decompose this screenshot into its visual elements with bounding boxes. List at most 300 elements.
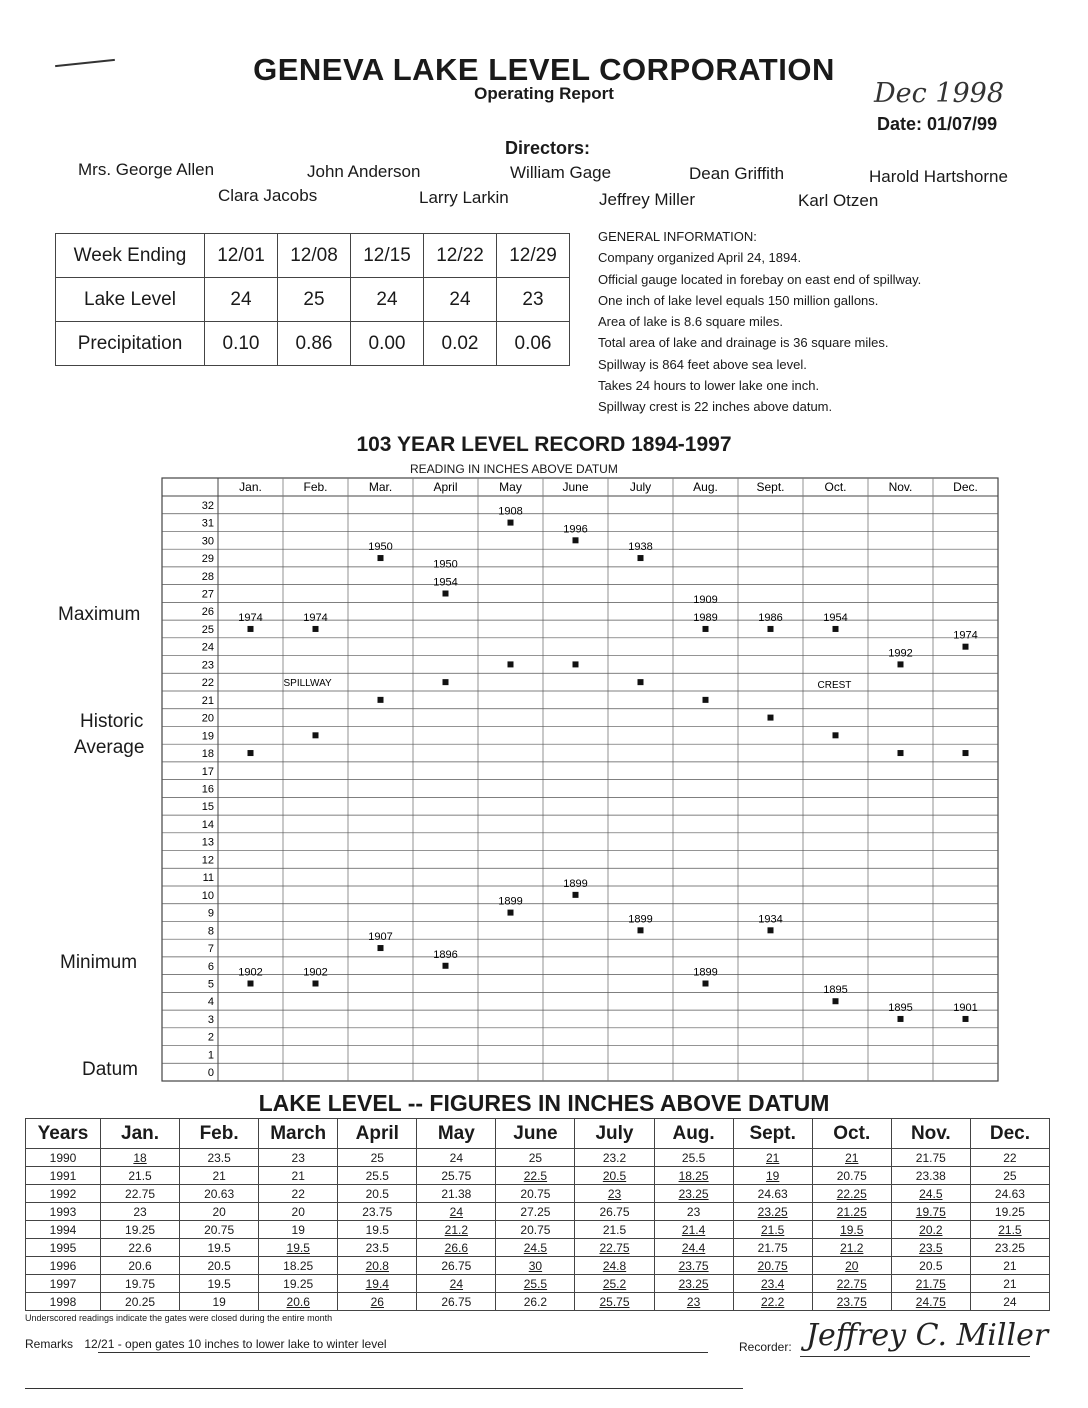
precip-cell: 0.00	[351, 322, 424, 366]
level-cell: 21	[812, 1149, 891, 1167]
level-cell: 21.5	[575, 1221, 654, 1239]
side-label-average: Average	[74, 737, 145, 758]
year-cell: 1991	[26, 1167, 101, 1185]
y-tick-label: 5	[207, 978, 214, 991]
level-cell: 22.75	[812, 1275, 891, 1293]
level-cell: 24	[970, 1293, 1049, 1311]
y-tick-label: 22	[201, 677, 214, 690]
precip-cell: 0.86	[278, 322, 351, 366]
y-tick-label: 7	[207, 943, 214, 956]
level-cell: 25.2	[575, 1275, 654, 1293]
level-cell: 23.75	[812, 1293, 891, 1311]
year-label: 1934	[758, 913, 783, 926]
level-cell: 21.2	[812, 1239, 891, 1257]
level-cell: 25.75	[417, 1167, 496, 1185]
table-row	[26, 1239, 1050, 1257]
data-point-maximum	[248, 626, 254, 632]
level-cell: 20.2	[891, 1221, 970, 1239]
precip-cell: 0.02	[424, 322, 497, 366]
year-cell: 1994	[26, 1221, 101, 1239]
data-point-historic-average	[508, 661, 514, 667]
year-label: 1899	[628, 913, 653, 926]
bottom-rule	[25, 1388, 743, 1389]
level-cell: 21	[259, 1167, 338, 1185]
level-cell: 23	[654, 1203, 733, 1221]
data-point-historic-average	[443, 679, 449, 685]
month-label: Dec.	[953, 480, 978, 494]
y-tick-label: 11	[202, 872, 214, 885]
level-cell: 19.4	[338, 1275, 417, 1293]
year-label: 1950	[368, 541, 393, 554]
level-cell: 30	[496, 1257, 575, 1275]
week-cell: 12/29	[497, 234, 570, 278]
data-point-maximum	[638, 555, 644, 561]
spillway-annotation: SPILLWAY	[283, 678, 332, 690]
level-cell: 23.5	[338, 1239, 417, 1257]
level-cell: 19.5	[259, 1239, 338, 1257]
month-label: May	[499, 480, 522, 494]
level-cell: 24.8	[575, 1257, 654, 1275]
side-label-minimum: Minimum	[60, 952, 138, 973]
level-cell: 21.75	[733, 1239, 812, 1257]
month-header: Oct.	[812, 1119, 891, 1149]
y-tick-label: 6	[207, 960, 214, 973]
level-cell: 19.5	[338, 1221, 417, 1239]
data-point-maximum	[703, 626, 709, 632]
data-point-minimum	[378, 945, 384, 951]
year-label: 1902	[238, 966, 263, 979]
month-label: July	[629, 480, 652, 494]
level-cell: 23.75	[338, 1203, 417, 1221]
month-header: Feb.	[180, 1119, 259, 1149]
table-row	[26, 1167, 1050, 1185]
y-tick-label: 31	[201, 517, 214, 530]
y-tick-label: 1	[207, 1049, 214, 1062]
table-row	[26, 1203, 1050, 1221]
y-tick-label: 23	[201, 659, 214, 672]
general-info-heading: GENERAL INFORMATION:	[598, 229, 757, 244]
side-label-maximum: Maximum	[58, 604, 141, 625]
data-point-maximum	[833, 626, 839, 632]
month-header: May	[417, 1119, 496, 1149]
level-cell: 23	[497, 278, 570, 322]
y-tick-label: 18	[201, 748, 214, 761]
year-label: 1974	[303, 611, 328, 624]
level-cell: 24.5	[496, 1239, 575, 1257]
year-label: 1895	[888, 1001, 913, 1014]
level-cell: 19.5	[812, 1221, 891, 1239]
year-label: 1954	[823, 611, 848, 624]
data-point-historic-average	[313, 732, 319, 738]
level-cell: 20.75	[496, 1221, 575, 1239]
level-cell: 26.75	[417, 1293, 496, 1311]
y-tick-label: 8	[207, 925, 214, 938]
level-cell: 20.5	[575, 1167, 654, 1185]
level-cell: 19.5	[180, 1239, 259, 1257]
remarks	[25, 1337, 387, 1351]
remarks-underline	[98, 1352, 708, 1353]
level-cell: 23	[654, 1293, 733, 1311]
precip-cell: 0.10	[205, 322, 278, 366]
level-cell: 24	[424, 278, 497, 322]
lake-level-table	[25, 1118, 1050, 1311]
year-cell: 1992	[26, 1185, 101, 1203]
level-cell: 21.2	[417, 1221, 496, 1239]
level-cell: 20.5	[180, 1257, 259, 1275]
table-row	[26, 1275, 1050, 1293]
y-tick-label: 19	[201, 730, 214, 743]
level-cell: 25.5	[654, 1149, 733, 1167]
y-tick-label: 17	[201, 765, 214, 778]
level-cell: 20.25	[101, 1293, 180, 1311]
data-point-minimum	[898, 1016, 904, 1022]
level-cell: 23.2	[575, 1149, 654, 1167]
month-label: Sept.	[756, 480, 785, 494]
level-cell: 18.25	[259, 1257, 338, 1275]
level-cell: 20.5	[891, 1257, 970, 1275]
year-label: 1996	[563, 523, 588, 536]
level-cell: 24.75	[891, 1293, 970, 1311]
y-tick-label: 21	[201, 694, 214, 707]
year-cell: 1990	[26, 1149, 101, 1167]
director-name: Jeffrey Miller	[599, 190, 696, 209]
year-cell: 1993	[26, 1203, 101, 1221]
level-cell: 21	[733, 1149, 812, 1167]
week-cell: 12/01	[205, 234, 278, 278]
level-cell: 20.6	[259, 1293, 338, 1311]
recorder-signature: Jeffrey C. Miller	[806, 1318, 1049, 1353]
level-cell: 25	[338, 1149, 417, 1167]
data-point-maximum	[508, 520, 514, 526]
data-point-historic-average	[573, 661, 579, 667]
y-tick-label: 29	[201, 553, 214, 566]
data-point-minimum	[508, 910, 514, 916]
data-point-historic-average	[898, 750, 904, 756]
data-point-maximum	[898, 661, 904, 667]
year-label: 1899	[498, 895, 523, 908]
level-cell: 20.75	[180, 1221, 259, 1239]
level-cell: 21.75	[891, 1149, 970, 1167]
level-cell: 26.75	[575, 1203, 654, 1221]
data-point-historic-average	[638, 679, 644, 685]
month-label: April	[433, 480, 458, 494]
level-cell: 21.75	[891, 1275, 970, 1293]
level-cell: 24	[205, 278, 278, 322]
director-name: Larry Larkin	[419, 188, 509, 207]
data-point-minimum	[963, 1016, 969, 1022]
table-row	[26, 1221, 1050, 1239]
week-cell: 12/22	[424, 234, 497, 278]
level-cell: 19.75	[101, 1275, 180, 1293]
year-cell: 1995	[26, 1239, 101, 1257]
crest-annotation: CREST	[817, 679, 852, 691]
director-name: Clara Jacobs	[218, 186, 318, 205]
level-cell: 23.25	[970, 1239, 1049, 1257]
year-label: 1908	[498, 505, 523, 518]
y-tick-label: 4	[207, 996, 214, 1009]
level-cell: 21.5	[970, 1221, 1049, 1239]
data-point-minimum	[313, 981, 319, 987]
level-cell: 20.75	[496, 1185, 575, 1203]
month-label: Oct.	[824, 480, 847, 494]
level-cell: 25.5	[338, 1167, 417, 1185]
month-label: Nov.	[888, 480, 913, 494]
table-row	[26, 1293, 1050, 1311]
level-cell: 24	[351, 278, 424, 322]
level-cell: 23.75	[654, 1257, 733, 1275]
data-point-maximum	[768, 626, 774, 632]
level-cell: 19.75	[891, 1203, 970, 1221]
year-label: 1992	[888, 647, 913, 660]
level-cell: 22.75	[575, 1239, 654, 1257]
remarks-label: Remarks	[25, 1337, 74, 1351]
y-tick-label: 27	[201, 588, 214, 601]
data-point-maximum	[313, 626, 319, 632]
data-point-minimum	[248, 981, 254, 987]
level-cell: 25.75	[575, 1293, 654, 1311]
year-label: 1974	[953, 629, 978, 642]
level-cell: 26.6	[417, 1239, 496, 1257]
level-cell: 25	[970, 1167, 1049, 1185]
row-label: Precipitation	[56, 322, 205, 366]
level-cell: 24	[417, 1203, 496, 1221]
data-point-historic-average	[963, 750, 969, 756]
year-label: 1899	[693, 966, 718, 979]
month-header: Nov.	[891, 1119, 970, 1149]
general-info-line: Official gauge located in forebay on east end of spillway.	[598, 271, 922, 287]
level-cell: 23.25	[654, 1185, 733, 1203]
level-cell: 23.5	[180, 1149, 259, 1167]
level-cell: 18	[101, 1149, 180, 1167]
level-cell: 20.75	[733, 1257, 812, 1275]
level-cell: 20.8	[338, 1257, 417, 1275]
level-cell: 18.25	[654, 1167, 733, 1185]
month-header: June	[496, 1119, 575, 1149]
level-cell: 19	[259, 1221, 338, 1239]
level-cell: 21.25	[812, 1203, 891, 1221]
data-point-minimum	[638, 927, 644, 933]
data-point-historic-average	[378, 697, 384, 703]
level-cell: 21.5	[101, 1167, 180, 1185]
level-cell: 19.25	[101, 1221, 180, 1239]
y-tick-label: 12	[201, 854, 214, 867]
lake-table-header-row	[26, 1119, 1050, 1149]
data-point-maximum	[378, 555, 384, 561]
year-label: 1974	[238, 611, 263, 624]
year-label: 1950	[433, 558, 458, 571]
general-info-line: Spillway crest is 22 inches above datum.	[598, 399, 833, 415]
year-label: 1895	[823, 984, 848, 997]
data-point-minimum	[833, 998, 839, 1004]
level-cell: 20	[812, 1257, 891, 1275]
data-point-historic-average	[703, 697, 709, 703]
week-cell: 12/15	[351, 234, 424, 278]
y-tick-label: 16	[201, 783, 214, 796]
level-cell: 26.75	[417, 1257, 496, 1275]
level-cell: 19	[733, 1167, 812, 1185]
y-tick-label: 14	[201, 818, 214, 831]
level-cell: 21.4	[654, 1221, 733, 1239]
y-tick-label: 26	[201, 606, 214, 619]
level-cell: 23.38	[891, 1167, 970, 1185]
data-point-maximum	[573, 537, 579, 543]
side-label-historic: Historic	[80, 711, 144, 732]
director-name: John Anderson	[307, 162, 421, 181]
level-cell: 20	[180, 1203, 259, 1221]
director-name: Harold Hartshorne	[869, 167, 1008, 186]
level-cell: 22.2	[733, 1293, 812, 1311]
director-name: Mrs. George Allen	[78, 160, 215, 179]
data-point-minimum	[768, 927, 774, 933]
month-label: Aug.	[693, 480, 718, 494]
month-label: June	[562, 480, 589, 494]
level-cell: 19	[180, 1293, 259, 1311]
month-header: March	[259, 1119, 338, 1149]
year-label: 1954	[433, 576, 458, 589]
table-row	[26, 1185, 1050, 1203]
data-point-maximum	[963, 644, 969, 650]
year-label: 1907	[368, 931, 393, 944]
general-info-line: Spillway is 864 feet above sea level.	[598, 356, 807, 372]
week-cell: 12/08	[278, 234, 351, 278]
y-tick-label: 0	[207, 1067, 214, 1080]
level-cell: 21.5	[733, 1221, 812, 1239]
month-header: Jan.	[101, 1119, 180, 1149]
years-header: Years	[26, 1119, 101, 1149]
level-cell: 19.25	[970, 1203, 1049, 1221]
y-tick-label: 25	[201, 623, 214, 636]
level-cell: 25.5	[496, 1275, 575, 1293]
level-cell: 23	[575, 1185, 654, 1203]
month-header: July	[575, 1119, 654, 1149]
level-cell: 20.5	[338, 1185, 417, 1203]
level-cell: 21	[180, 1167, 259, 1185]
director-name: Dean Griffith	[689, 164, 785, 183]
recorder-underline	[800, 1356, 1030, 1357]
level-cell: 23	[101, 1203, 180, 1221]
level-cell: 19.5	[180, 1275, 259, 1293]
data-point-historic-average	[833, 732, 839, 738]
level-cell: 24	[417, 1275, 496, 1293]
y-tick-label: 10	[201, 889, 214, 902]
row-label: Lake Level	[56, 278, 205, 322]
level-cell: 23	[259, 1149, 338, 1167]
year-label: 1938	[628, 541, 653, 554]
year-label: 1899	[563, 877, 588, 890]
data-point-maximum	[443, 591, 449, 597]
year-label: 1909	[693, 593, 718, 606]
year-cell: 1998	[26, 1293, 101, 1311]
level-cell: 21.38	[417, 1185, 496, 1203]
level-cell: 22.5	[496, 1167, 575, 1185]
table-row	[26, 1149, 1050, 1167]
month-label: Mar.	[368, 480, 393, 494]
level-cell: 19.25	[259, 1275, 338, 1293]
handwritten-date: Dec 1998	[874, 78, 1005, 109]
month-label: Jan.	[239, 480, 262, 494]
general-info-line: Total area of lake and drainage is 36 square miles.	[598, 335, 889, 351]
year-cell: 1996	[26, 1257, 101, 1275]
level-cell: 24.5	[891, 1185, 970, 1203]
y-tick-label: 32	[201, 499, 214, 512]
level-cell: 23.25	[654, 1275, 733, 1293]
chart-title: 103 YEAR LEVEL RECORD 1894-1997	[356, 433, 732, 456]
level-cell: 23.25	[733, 1203, 812, 1221]
precip-cell: 0.06	[497, 322, 570, 366]
data-point-minimum	[573, 892, 579, 898]
level-cell: 25	[496, 1149, 575, 1167]
lake-level-title: LAKE LEVEL -- FIGURES IN INCHES ABOVE DATUM	[258, 1090, 830, 1116]
level-cell: 20.6	[101, 1257, 180, 1275]
level-cell: 23.4	[733, 1275, 812, 1293]
data-point-minimum	[703, 981, 709, 987]
table-row	[26, 1257, 1050, 1275]
level-cell: 20.75	[812, 1167, 891, 1185]
month-header: Aug.	[654, 1119, 733, 1149]
data-point-minimum	[443, 963, 449, 969]
general-info-line: Company organized April 24, 1894.	[598, 250, 802, 266]
level-cell: 22	[259, 1185, 338, 1203]
director-name: William Gage	[510, 163, 612, 182]
directors-heading: Directors:	[505, 138, 591, 158]
level-cell: 22.6	[101, 1239, 180, 1257]
year-label: 1989	[693, 611, 718, 624]
side-label-datum: Datum	[82, 1059, 138, 1080]
level-cell: 20.63	[180, 1185, 259, 1203]
month-header: Dec.	[970, 1119, 1049, 1149]
month-label: Feb.	[303, 480, 328, 494]
level-cell: 24.63	[733, 1185, 812, 1203]
level-cell: 27.25	[496, 1203, 575, 1221]
level-cell: 24.63	[970, 1185, 1049, 1203]
level-cell: 26	[338, 1293, 417, 1311]
y-tick-label: 28	[201, 570, 214, 583]
level-cell: 22	[970, 1149, 1049, 1167]
level-cell: 23.5	[891, 1239, 970, 1257]
director-name: Karl Otzen	[798, 191, 879, 210]
y-tick-label: 15	[201, 801, 214, 814]
y-tick-label: 3	[207, 1013, 214, 1026]
level-cell: 21	[970, 1257, 1049, 1275]
remarks-text: 12/21 - open gates 10 inches to lower lake to winter level	[84, 1337, 387, 1351]
y-tick-label: 30	[201, 535, 214, 548]
level-cell: 20	[259, 1203, 338, 1221]
month-header: April	[338, 1119, 417, 1149]
level-cell: 22.25	[812, 1185, 891, 1203]
recorder-label: Recorder:	[739, 1340, 792, 1354]
y-tick-label: 24	[201, 641, 214, 654]
general-info-line: Area of lake is 8.6 square miles.	[598, 314, 783, 330]
level-cell: 22.75	[101, 1185, 180, 1203]
report-date: Date: 01/07/99	[877, 114, 998, 134]
y-tick-label: 13	[201, 836, 214, 849]
level-cell: 21	[970, 1275, 1049, 1293]
general-info-line: One inch of lake level equals 150 million gallons.	[598, 292, 879, 308]
year-label: 1896	[433, 948, 458, 961]
row-label: Week Ending	[56, 234, 205, 278]
level-cell: 24.4	[654, 1239, 733, 1257]
report-title: GENEVA LAKE LEVEL CORPORATION	[253, 52, 835, 87]
year-label: 1902	[303, 966, 328, 979]
year-cell: 1997	[26, 1275, 101, 1293]
y-tick-label: 9	[207, 907, 214, 920]
data-point-historic-average	[248, 750, 254, 756]
level-cell: 25	[278, 278, 351, 322]
month-header: Sept.	[733, 1119, 812, 1149]
y-tick-label: 20	[201, 712, 214, 725]
year-label: 1986	[758, 611, 783, 624]
underscore-note: Underscored readings indicate the gates were closed during the entire month	[25, 1313, 333, 1323]
